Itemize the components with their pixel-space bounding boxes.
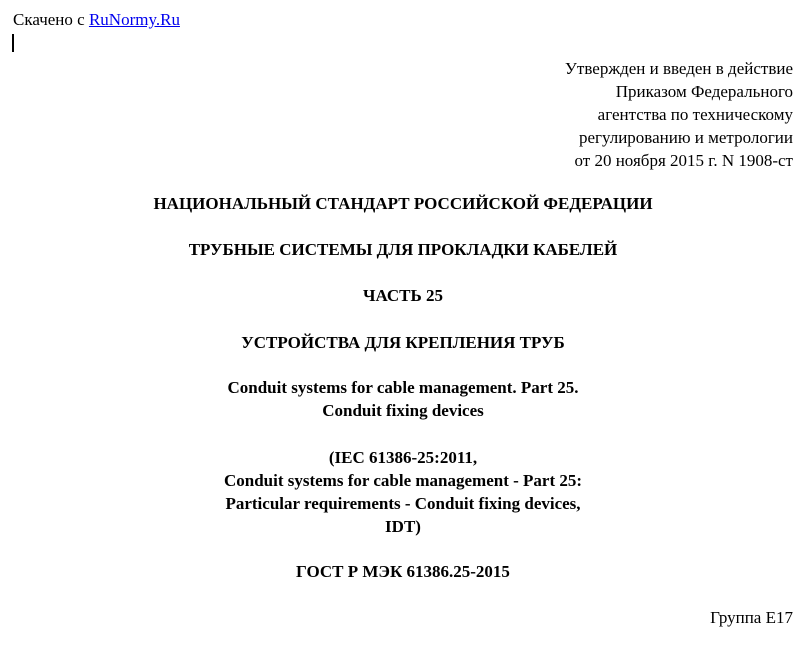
national-standard-heading: НАЦИОНАЛЬНЫЙ СТАНДАРТ РОССИЙСКОЙ ФЕДЕРАЦИИ [153, 194, 653, 213]
iec-reference-line: IDT) [385, 517, 421, 536]
iec-reference-line: Particular requirements - Conduit fixing devices, [225, 494, 581, 513]
approval-line: агентства по техническому [597, 105, 793, 124]
group-code: Группа Е17 [710, 608, 793, 627]
iec-reference [0, 446, 799, 538]
approval-line: от 20 ноября 2015 г. N 1908-ст [574, 151, 793, 170]
approval-line: Утвержден и введен в действие [564, 59, 793, 78]
approval-line: Приказом Федерального [615, 82, 793, 101]
iec-reference-line: (IEC 61386-25:2011, [328, 448, 478, 467]
iec-reference-line: Conduit systems for cable management - Part 25: [223, 471, 583, 490]
standard-designation: ГОСТ Р МЭК 61386.25-2015 [296, 562, 510, 581]
text-cursor [12, 34, 14, 52]
approval-block [565, 57, 793, 172]
approval-line: регулированию и метрологии [578, 128, 793, 147]
source-line [13, 10, 180, 30]
source-link[interactable]: RuNormy.Ru [88, 10, 180, 29]
english-title-line: Conduit systems for cable management. Part 25. [227, 378, 579, 397]
english-title [0, 376, 799, 422]
subject-heading: УСТРОЙСТВА ДЛЯ КРЕПЛЕНИЯ ТРУБ [241, 333, 565, 352]
english-title-line: Conduit fixing devices [322, 401, 484, 420]
part-heading: ЧАСТЬ 25 [362, 286, 443, 305]
source-prefix: Скачено с [13, 10, 85, 29]
system-name-heading: ТРУБНЫЕ СИСТЕМЫ ДЛЯ ПРОКЛАДКИ КАБЕЛЕЙ [188, 240, 618, 259]
